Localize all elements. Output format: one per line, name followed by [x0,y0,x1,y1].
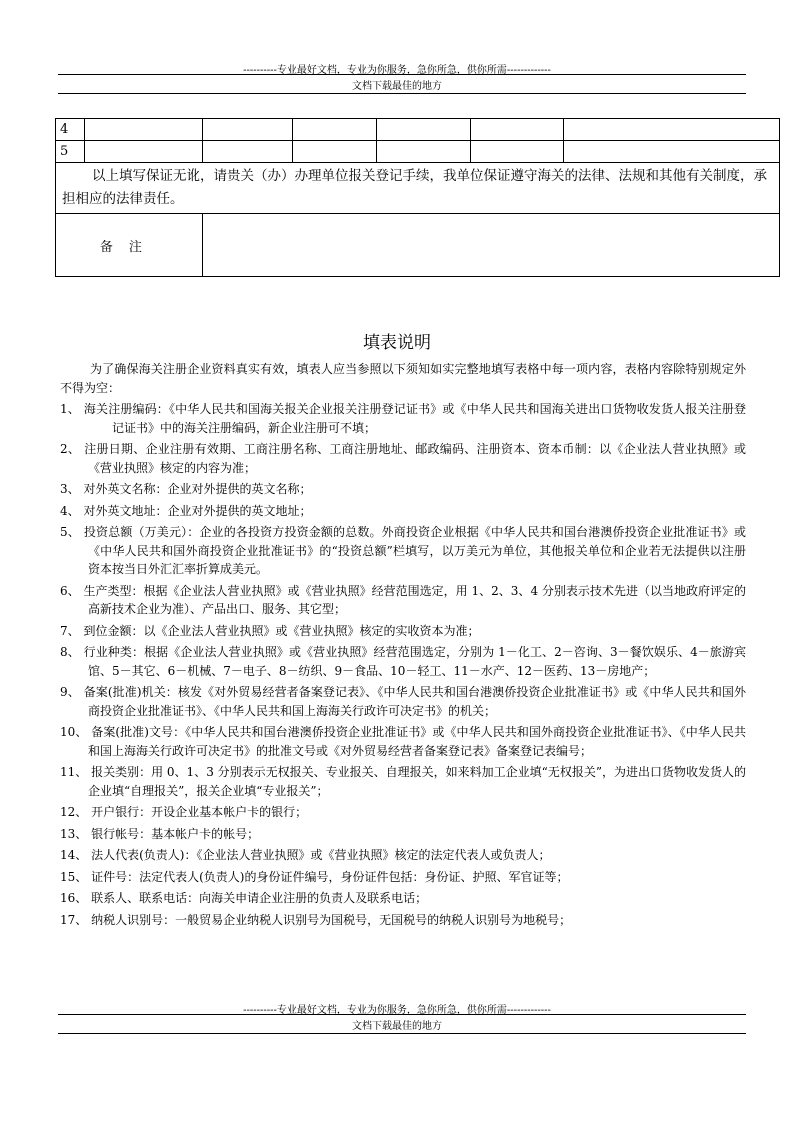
list-item: 8、 行业种类：根据《企业法人营业执照》或《营业执照》经营范围选定，分别为 1－化工、2－咨询、3－餐饮娱乐、4－旅游宾馆、5－其它、6－机械、7－电子、8－纺织、9－食品、10－轻工、11－水产、12－医药、13－房地产； [60,645,746,678]
list-item: 1、 海关注册编码：《中华人民共和国海关报关企业报关注册登记证书》或《中华人民共和国海关进出口货物收发货人报关注册登记证书》中的海关注册编码，新企业注册可不填； [60,402,746,435]
table-cell[interactable] [376,119,470,141]
remark-row [56,214,780,277]
footer-subtitle: 文档下载最佳的地方 [352,1021,442,1032]
table-cell[interactable] [85,119,203,141]
footer-tagline: ----------专业最好文档，专业为你服务，急你所急，供你所需------------- [243,1005,551,1016]
list-item: 17、 纳税人识别号：一般贸易企业纳税人识别号为国税号，无国税号的纳税人识别号为地税号； [60,912,572,927]
list-item: 14、 法人代表(负责人)：《企业法人营业执照》或《营业执照》核定的法定代表人或负责人； [60,848,551,862]
table-cell[interactable] [293,119,377,141]
header-tagline: ----------专业最好文档，专业为你服务，急你所急，供你所需------------- [243,65,551,76]
pledge-row [56,163,780,214]
row-number: 5 [56,141,85,163]
list-item: 12、 开户银行：开设企业基本帐户卡的银行； [60,805,308,819]
list-item: 16、 联系人、联系电话：向海关申请企业注册的负责人及联系电话； [60,891,428,905]
list-item: 3、 对外英文名称：企业对外提供的英文名称； [60,482,312,496]
instructions-body [60,360,746,932]
footer-rule-bottom [58,1033,746,1034]
remark-label: 备注 [56,214,203,277]
footer-rule-top [58,1014,746,1015]
table-cell[interactable] [470,119,563,141]
instructions-intro: 为了确保海关注册企业资料真实有效，填表人应当参照以下须知如实完整地填写表格中每一项内容，表格内容除特别规定外不得为空： [60,362,746,395]
list-item: 10、 备案(批准)文号：《中华人民共和国台港澳侨投资企业批准证书》或《中华人民共和国外商投资企业批准证书》、《中华人民共和国上海海关行政许可决定书》的批准文号或《对外贸易经营者备案登记表》备案登记表编号； [60,725,746,758]
list-item: 4、 对外英文地址：企业对外提供的英文地址； [60,503,312,518]
remark-field[interactable] [202,214,779,277]
table-cell[interactable] [293,141,377,163]
header-rule-top [58,74,746,75]
list-item: 11、 报关类别：用 0、1、3 分别表示无权报关、专业报关、自理报关，如来料加工企业填“无权报关”，为进出口货物收发货人的企业填“自理报关”，报关企业填“专业报关”； [60,765,746,798]
table-cell[interactable] [202,119,292,141]
list-item: 6、 生产类型：根据《企业法人营业执照》或《营业执照》经营范围选定，用 1、2、3、4 分别表示技术先进（以当地政府评定的高新技术企业为准）、产品出口、服务、其它型； [60,583,746,616]
list-item: 2、 注册日期、企业注册有效期、工商注册名称、工商注册地址、邮政编码、注册资本、资本币制：以《企业法人营业执照》或《营业执照》核定的内容为准； [60,442,746,475]
table-cell[interactable] [85,141,203,163]
table-cell[interactable] [470,141,563,163]
row-number: 4 [56,119,85,141]
header-rule-bottom [58,93,746,94]
list-item: 9、 备案(批准)机关：核发《对外贸易经营者备案登记表》、《中华人民共和国台港澳侨投资企业批准证书》或《中华人民共和国外商投资企业批准证书》、《中华人民共和国上海海关行政许可决定书》的机关； [60,685,746,718]
table-row [56,141,780,163]
registration-form-table [55,118,780,277]
list-item: 13、 银行帐号：基本帐户卡的帐号； [60,826,260,841]
list-item: 15、 证件号：法定代表人(负责人)的身份证件编号，身份证件包括：身份证、护照、军官证等； [60,869,569,884]
table-cell[interactable] [563,141,779,163]
instructions-title: 填表说明 [363,333,431,353]
table-cell[interactable] [202,141,292,163]
table-row [56,119,780,141]
table-cell[interactable] [376,141,470,163]
list-item: 5、 投资总额（万美元）：企业的各投资方投资金额的总数。外商投资企业根据《中华人民共和国台港澳侨投资企业批准证书》或《中华人民共和国外商投资企业批准证书》的“投资总额”栏填写，以万美元为单位，其他报关单位和企业若无法提供以注册资本按当日外汇汇率折算成美元。 [60,525,746,576]
pledge-statement: 以上填写保证无讹，请贵关（办）办理单位报关登记手续，我单位保证遵守海关的法律、法规和其他有关制度，承担相应的法律责任。 [56,163,780,214]
table-cell[interactable] [563,119,779,141]
header-subtitle: 文档下载最佳的地方 [352,81,442,92]
list-item: 7、 到位金额：以《企业法人营业执照》或《营业执照》核定的实收资本为准； [60,623,480,638]
